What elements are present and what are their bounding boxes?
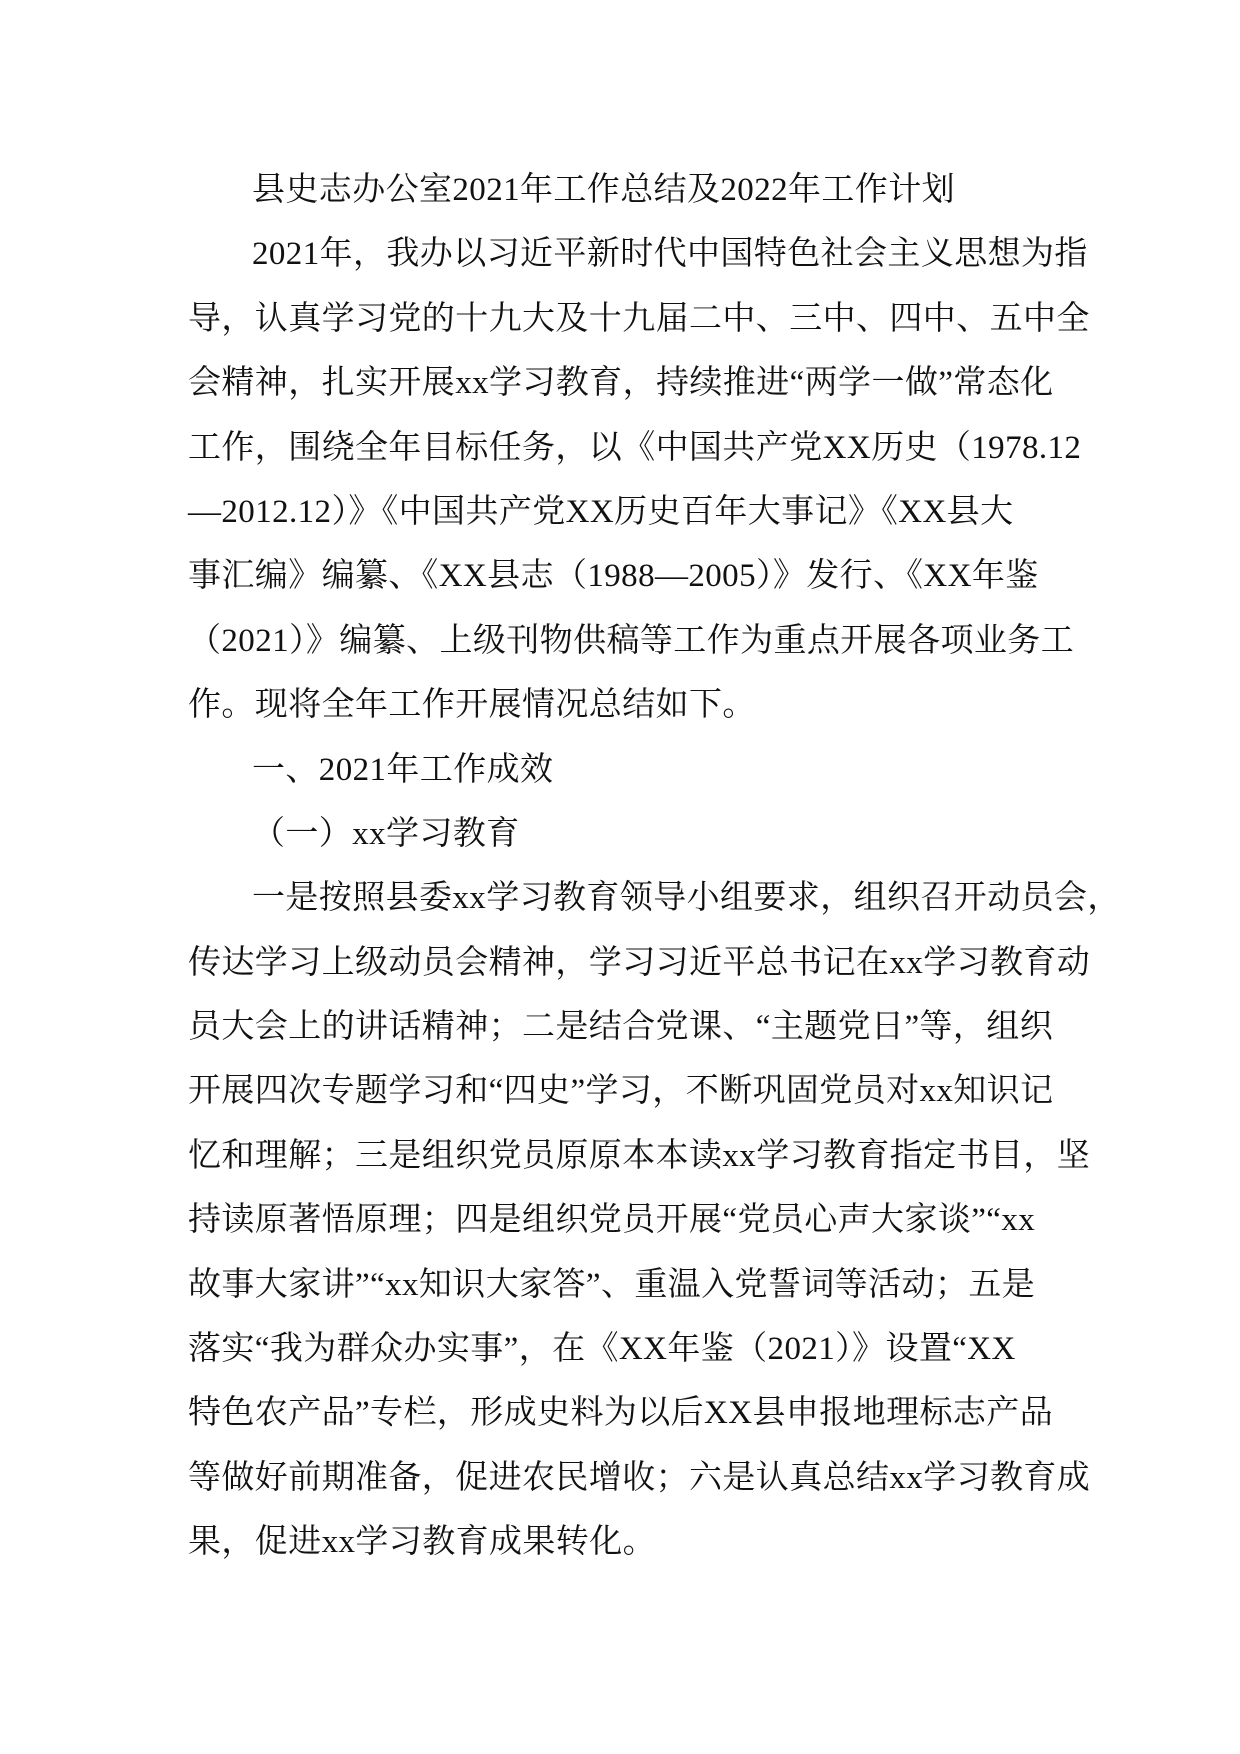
text-line: 会精神，扎实开展xx学习教育，持续推进“两学一做”常态化 [188, 365, 1054, 402]
document-page [188, 158, 1121, 1575]
subsection-heading: （一）xx学习教育 [252, 815, 520, 852]
text-line: —2012.12）》《中国共产党XX历史百年大事记》《XX县大 [188, 493, 1014, 530]
text-line: 忆和理解；三是组织党员原原本本读xx学习教育指定书目，坚 [188, 1137, 1091, 1174]
text-line: 故事大家讲”“xx知识大家答”、重温入党誓词等活动；五是 [188, 1266, 1036, 1303]
text-line: 传达学习上级动员会精神，学习习近平总书记在xx学习教育动 [188, 944, 1091, 981]
text-line: 作。现将全年工作开展情况总结如下。 [188, 687, 756, 724]
text-line: （2021）》编纂、上级刊物供稿等工作为重点开展各项业务工 [188, 622, 1075, 659]
text-line: 特色农产品”专栏，形成史料为以后XX县申报地理标志产品 [188, 1395, 1054, 1432]
text-line: 持读原著悟原理；四是组织党员开展“党员心声大家谈”“xx [188, 1202, 1036, 1239]
text-line: 工作，围绕全年目标任务，以《中国共产党XX历史（1978.12 [188, 429, 1082, 466]
text-line: 等做好前期准备，促进农民增收；六是认真总结xx学习教育成 [188, 1459, 1091, 1496]
text-line: 员大会上的讲话精神；二是结合党课、“主题党日”等，组织 [188, 1009, 1054, 1046]
text-line: 落实“我为群众办实事”，在《XX年鉴（2021）》设置“XX [188, 1331, 1016, 1368]
body-paragraph [188, 866, 1121, 1574]
text-line: 一是按照县委xx学习教育领导小组要求，组织召开动员会， [252, 880, 1121, 917]
text-line: 导，认真学习党的十九大及十九届二中、三中、四中、五中全 [188, 300, 1090, 337]
text-line: 开展四次专题学习和“四史”学习，不断巩固党员对xx知识记 [188, 1073, 1054, 1110]
section-heading: 一、2021年工作成效 [252, 751, 554, 788]
text-line: 2021年，我办以习近平新时代中国特色社会主义思想为指 [252, 236, 1088, 273]
intro-paragraph [188, 222, 1090, 737]
text-line: 果，促进xx学习教育成果转化。 [188, 1524, 656, 1561]
text-line: 事汇编》编纂、《XX县志（1988—2005）》发行、《XX年鉴 [188, 558, 1039, 595]
document-title: 县史志办公室2021年工作总结及2022年工作计划 [252, 172, 955, 208]
